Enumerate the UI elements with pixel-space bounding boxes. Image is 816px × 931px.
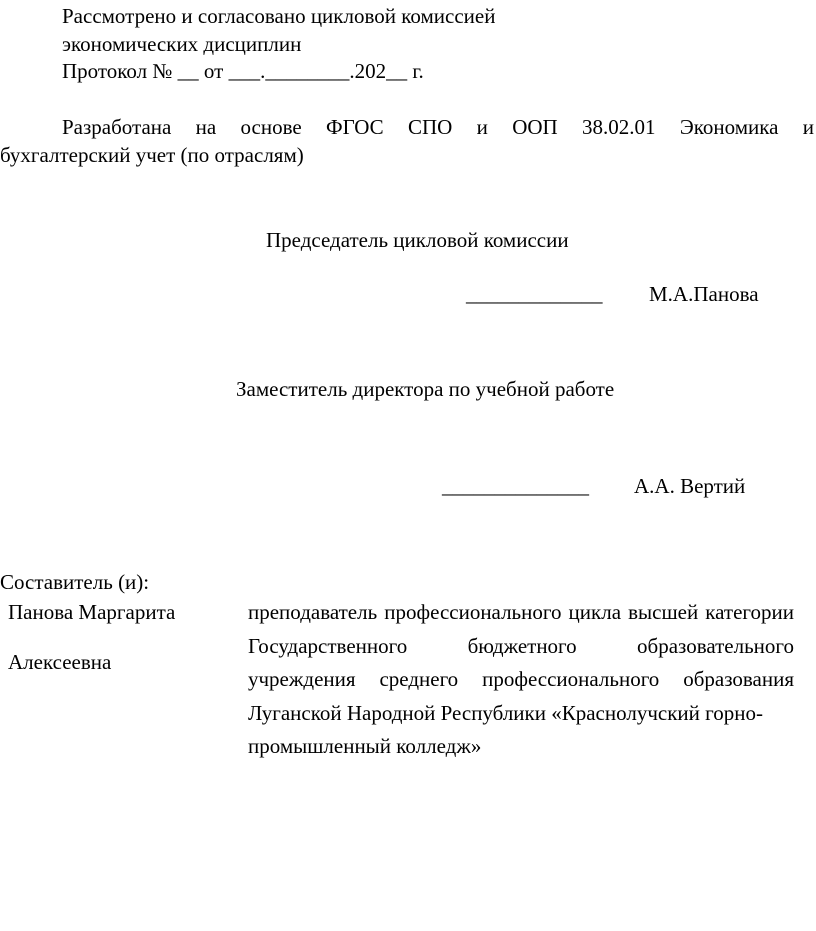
authors-heading: Составитель (и): bbox=[0, 570, 150, 594]
protocol-line: Протокол № __ от ___.________.202__ г. bbox=[62, 59, 424, 83]
author-name-line-2: Алексеевна bbox=[8, 650, 112, 674]
author-description-last-line: промышленный колледж» bbox=[248, 734, 482, 759]
deputy-title: Заместитель директора по учебной работе bbox=[236, 377, 615, 401]
basis-line-2: бухгалтерский учет (по отраслям) bbox=[0, 143, 304, 167]
basis-line-1: Разработана на основе ФГОС СПО и ООП 38.02.01 Экономика и bbox=[62, 115, 814, 139]
chairman-signature-line: _____________ bbox=[466, 282, 603, 306]
chairman-title: Председатель цикловой комиссии bbox=[266, 228, 569, 252]
approval-line-1: Рассмотрено и согласовано цикловой комиссией bbox=[62, 4, 496, 28]
deputy-name: А.А. Вертий bbox=[634, 474, 746, 498]
author-name-line-1: Панова Маргарита bbox=[8, 600, 176, 624]
author-description bbox=[248, 596, 794, 764]
chairman-name: М.А.Панова bbox=[649, 282, 759, 306]
approval-line-2: экономических дисциплин bbox=[62, 32, 302, 56]
deputy-signature-line: ______________ bbox=[442, 474, 589, 498]
author-description-text: преподаватель профессионального цикла высшей категории Государственного бюджетного образовательного учреждения среднего профессионального образования Луганской Народной Республики «Краснолучский горно- bbox=[248, 600, 794, 725]
